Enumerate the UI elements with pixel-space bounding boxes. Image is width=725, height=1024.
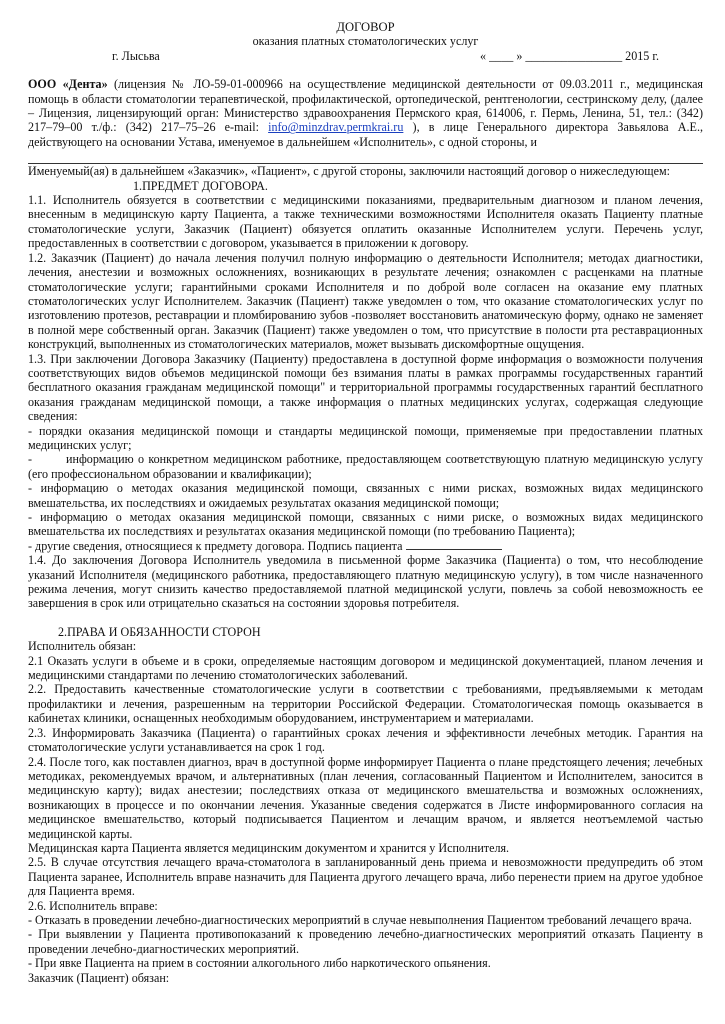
customer-obliged-heading: Заказчик (Пациент) обязан: [28, 970, 170, 985]
info-item-2-text: информацию о конкретном медицинском работнике, предоставляющем соответствующую платную медицинскую услугу (его профессиональном образовании и квалификации); [28, 452, 703, 481]
info-item-3: - информацию о методах оказания медицинской помощи, связанных с ними рисках, возможных видах медицинского вмешательства, их последствиях и ожидаемых результатах оказания медицинской помощи; [28, 481, 703, 510]
info-item-4: - информацию о методах оказания медицинской помощи, связанных с ними риске, о возможных видах медицинского вмешательства их последствиях и результатах оказания медицинской помощи (по требованию Пациента); [28, 510, 703, 539]
clause-2-5: 2.5. В случае отсутствия лечащего врача-стоматолога в запланированный день приема и невозможности предупредить об этом Пациента заранее, Исполнитель вправе назначить для Пациента другого лечащего врача, либо перенести прием на другое удобное для Пациента время. [28, 855, 703, 899]
clause-2-2: 2.2. Предоставить качественные стоматологические услуги в соответствии с требованиями, предъявляемыми к методам профилактики и лечения, разрешенным на территории Российской Федерации. Стоматологическая помощь оказывается в кабинетах клиники, оснащенных необходимым оборудованием, инструментарием и материалами. [28, 682, 703, 726]
section-2-heading: 2.ПРАВА И ОБЯЗАННОСТИ СТОРОН [58, 624, 261, 639]
patient-signature-line [406, 539, 502, 550]
info-item-5 [28, 539, 703, 553]
clause-1-1: 1.1. Исполнитель обязуется в соответствии с медицинскими показаниями, предварительным диагнозом и планом лечения, внесенным в медицинскую карту Пациента, а также техническими возможностями Исполнителя оказать Пациенту платные стоматологические услуги, Заказчик (Пациент) обязуется оплатить оказанные Исполнителем услуги. Перечень услуг, предоставленных в соответствии с договором, указывается в приложении к договору. [28, 193, 703, 251]
right-item-2: - При выявлении у Пациента противопоказаний к проведению лечебно-диагностических мероприятий отказать Пациенту в проведении лечебно-диагностических мероприятий. [28, 927, 703, 956]
preamble-text-2: ), в лице Генерального директора Завьялова А.Е., действующего на основании Устава, именуемое в дальнейшем «Исполнитель», с одной стороны, и [28, 120, 703, 149]
firm-name: ООО «Дента» [28, 77, 108, 92]
info-item-5-text: - другие сведения, относящиеся к предмету договора. Подпись пациента [28, 538, 403, 553]
clause-2-1: 2.1 Оказать услуги в объеме и в сроки, определяемые настоящим договором и медицинской документацией, планом лечения и медицинскими стандартами по лечению стоматологических заболеваний. [28, 653, 703, 683]
contract-date: « ____ » ________________ 2015 г. [480, 48, 659, 63]
preamble [28, 77, 703, 149]
section-1-heading: 1.ПРЕДМЕТ ДОГОВОРА. [133, 178, 268, 193]
customer-clause: Именуемый(ая) в дальнейшем «Заказчик», «Пациент», с другой стороны, заключили настоящий договор о нижеследующем: [28, 164, 670, 179]
right-item-3: - При явке Пациента на прием в состоянии алкогольного либо наркотического опьянения. [28, 956, 491, 971]
preamble-text-1: (лицензия № ЛО-59-01-000966 на осуществление медицинской деятельности от 09.03.2011 г., медицинская помощь в области стоматологии терапевтической, профилактической, ортопедической, рентгенологии, сестринскому делу, (далее – Лицензия, лицензирующий орган: Министерство здравоохранения Пермского края, 614006, г. Пермь, Ленина, 51, тел.: (342) 217–79–00 т./ф.: (342) 217–75–26 e-mail: [28, 77, 703, 135]
document-title: ДОГОВОР [336, 20, 395, 34]
clause-1-3: 1.3. При заключении Договора Заказчику (Пациенту) предоставлена в доступной форме информация о возможности получения соответствующих видов объемов медицинской помощи без взимания платы в рамках программы государственных гарантий бесплатного оказания гражданам медицинской помощи" и территориальной программы государственных гарантий бесплатного оказания гражданам медицинской помощи, а также информация о платных медицинских услугах, содержащая следующие сведения: [28, 351, 703, 424]
document-subtitle: оказания платных стоматологических услуг [252, 34, 479, 49]
customer-name-line [28, 149, 703, 164]
info-item-2 [28, 452, 703, 481]
email-link[interactable]: info@minzdrav.permkrai.ru [268, 120, 404, 135]
clause-2-3: 2.3. Информировать Заказчика (Пациента) о гарантийных сроках лечения и эффективности лечебных методик. Гарантия на стоматологические услуги устанавливается на срок 1 год. [28, 725, 703, 755]
clause-1-2: 1.2. Заказчик (Пациент) до начала лечения получил полную информацию о деятельности Исполнителя; методах диагностики, лечения, анестезии и возможных осложнениях, возникающих в результате лечения; ознакомлен с расценками на платные стоматологические услуги; гарантийными сроками Исполнителя и по доброй воле согласен на оказание ему платных стоматологических услуг Исполнителем. Заказчик (Пациент) также уведомлен о том, что оказание стоматологических услуг по изготовлению протезов, реставрации и пломбированию зубов -позволяет восстановить анатомическую форму, однако не заменяет в полной мере собственный орган. Заказчик (Пациент) также уведомлен о том, что присутствие в полости рта реставрационных конструкций, выполненных из стоматологических материалов, может вызывать дискомфортные ощущения. [28, 250, 703, 352]
clause-1-4: 1.4. До заключения Договора Исполнитель уведомила в письменной форме Заказчика (Пациента) о том, что несоблюдение указаний Исполнителя (медицинского работника, предоставляющего платную медицинскую услугу), в том числе назначенного режима лечения, могут снизить качество предоставляемой платной медицинской услуги, повлечь за собой невозможность ее завершения в срок или отрицательно сказаться на состоянии здоровья потребителя. [28, 553, 703, 611]
info-item-1: - порядки оказания медицинской помощи и стандарты медицинской помощи, применяемые при предоставлении платных медицинских услуг; [28, 423, 703, 452]
city: г. Лысьва [112, 48, 160, 63]
city-date-line [28, 49, 703, 63]
executor-obliged-heading: Исполнитель обязан: [28, 639, 137, 654]
clause-2-6: 2.6. Исполнитель вправе: [28, 898, 158, 913]
medical-card-note: Медицинская карта Пациента является медицинским документом и хранится у Исполнителя. [28, 840, 510, 855]
right-item-1: - Отказать в проведении лечебно-диагностических мероприятий в случае невыполнения Пациентом требований лечащего врача. [28, 912, 692, 927]
info-item-2-dash: - [28, 452, 33, 467]
clause-2-4: 2.4. После того, как поставлен диагноз, врач в доступной форме информирует Пациента о плане предстоящего лечения; лечебных методиках, рекомендуемых врачом, и альтернативных (план лечения, согласованный Пациентом и Исполнителем, заносится в медицинскую карту); видах анестезии; последствиях отказа от медицинского вмешательства и возможных осложнениях, возникающих в процессе и по окончании лечения. Указанные сведения содержатся в Листе информированного согласия на медицинское вмешательство, который подписывается Пациентом и лечащим врачом, и является неотъемлемой частью медицинской карты. [28, 754, 703, 841]
